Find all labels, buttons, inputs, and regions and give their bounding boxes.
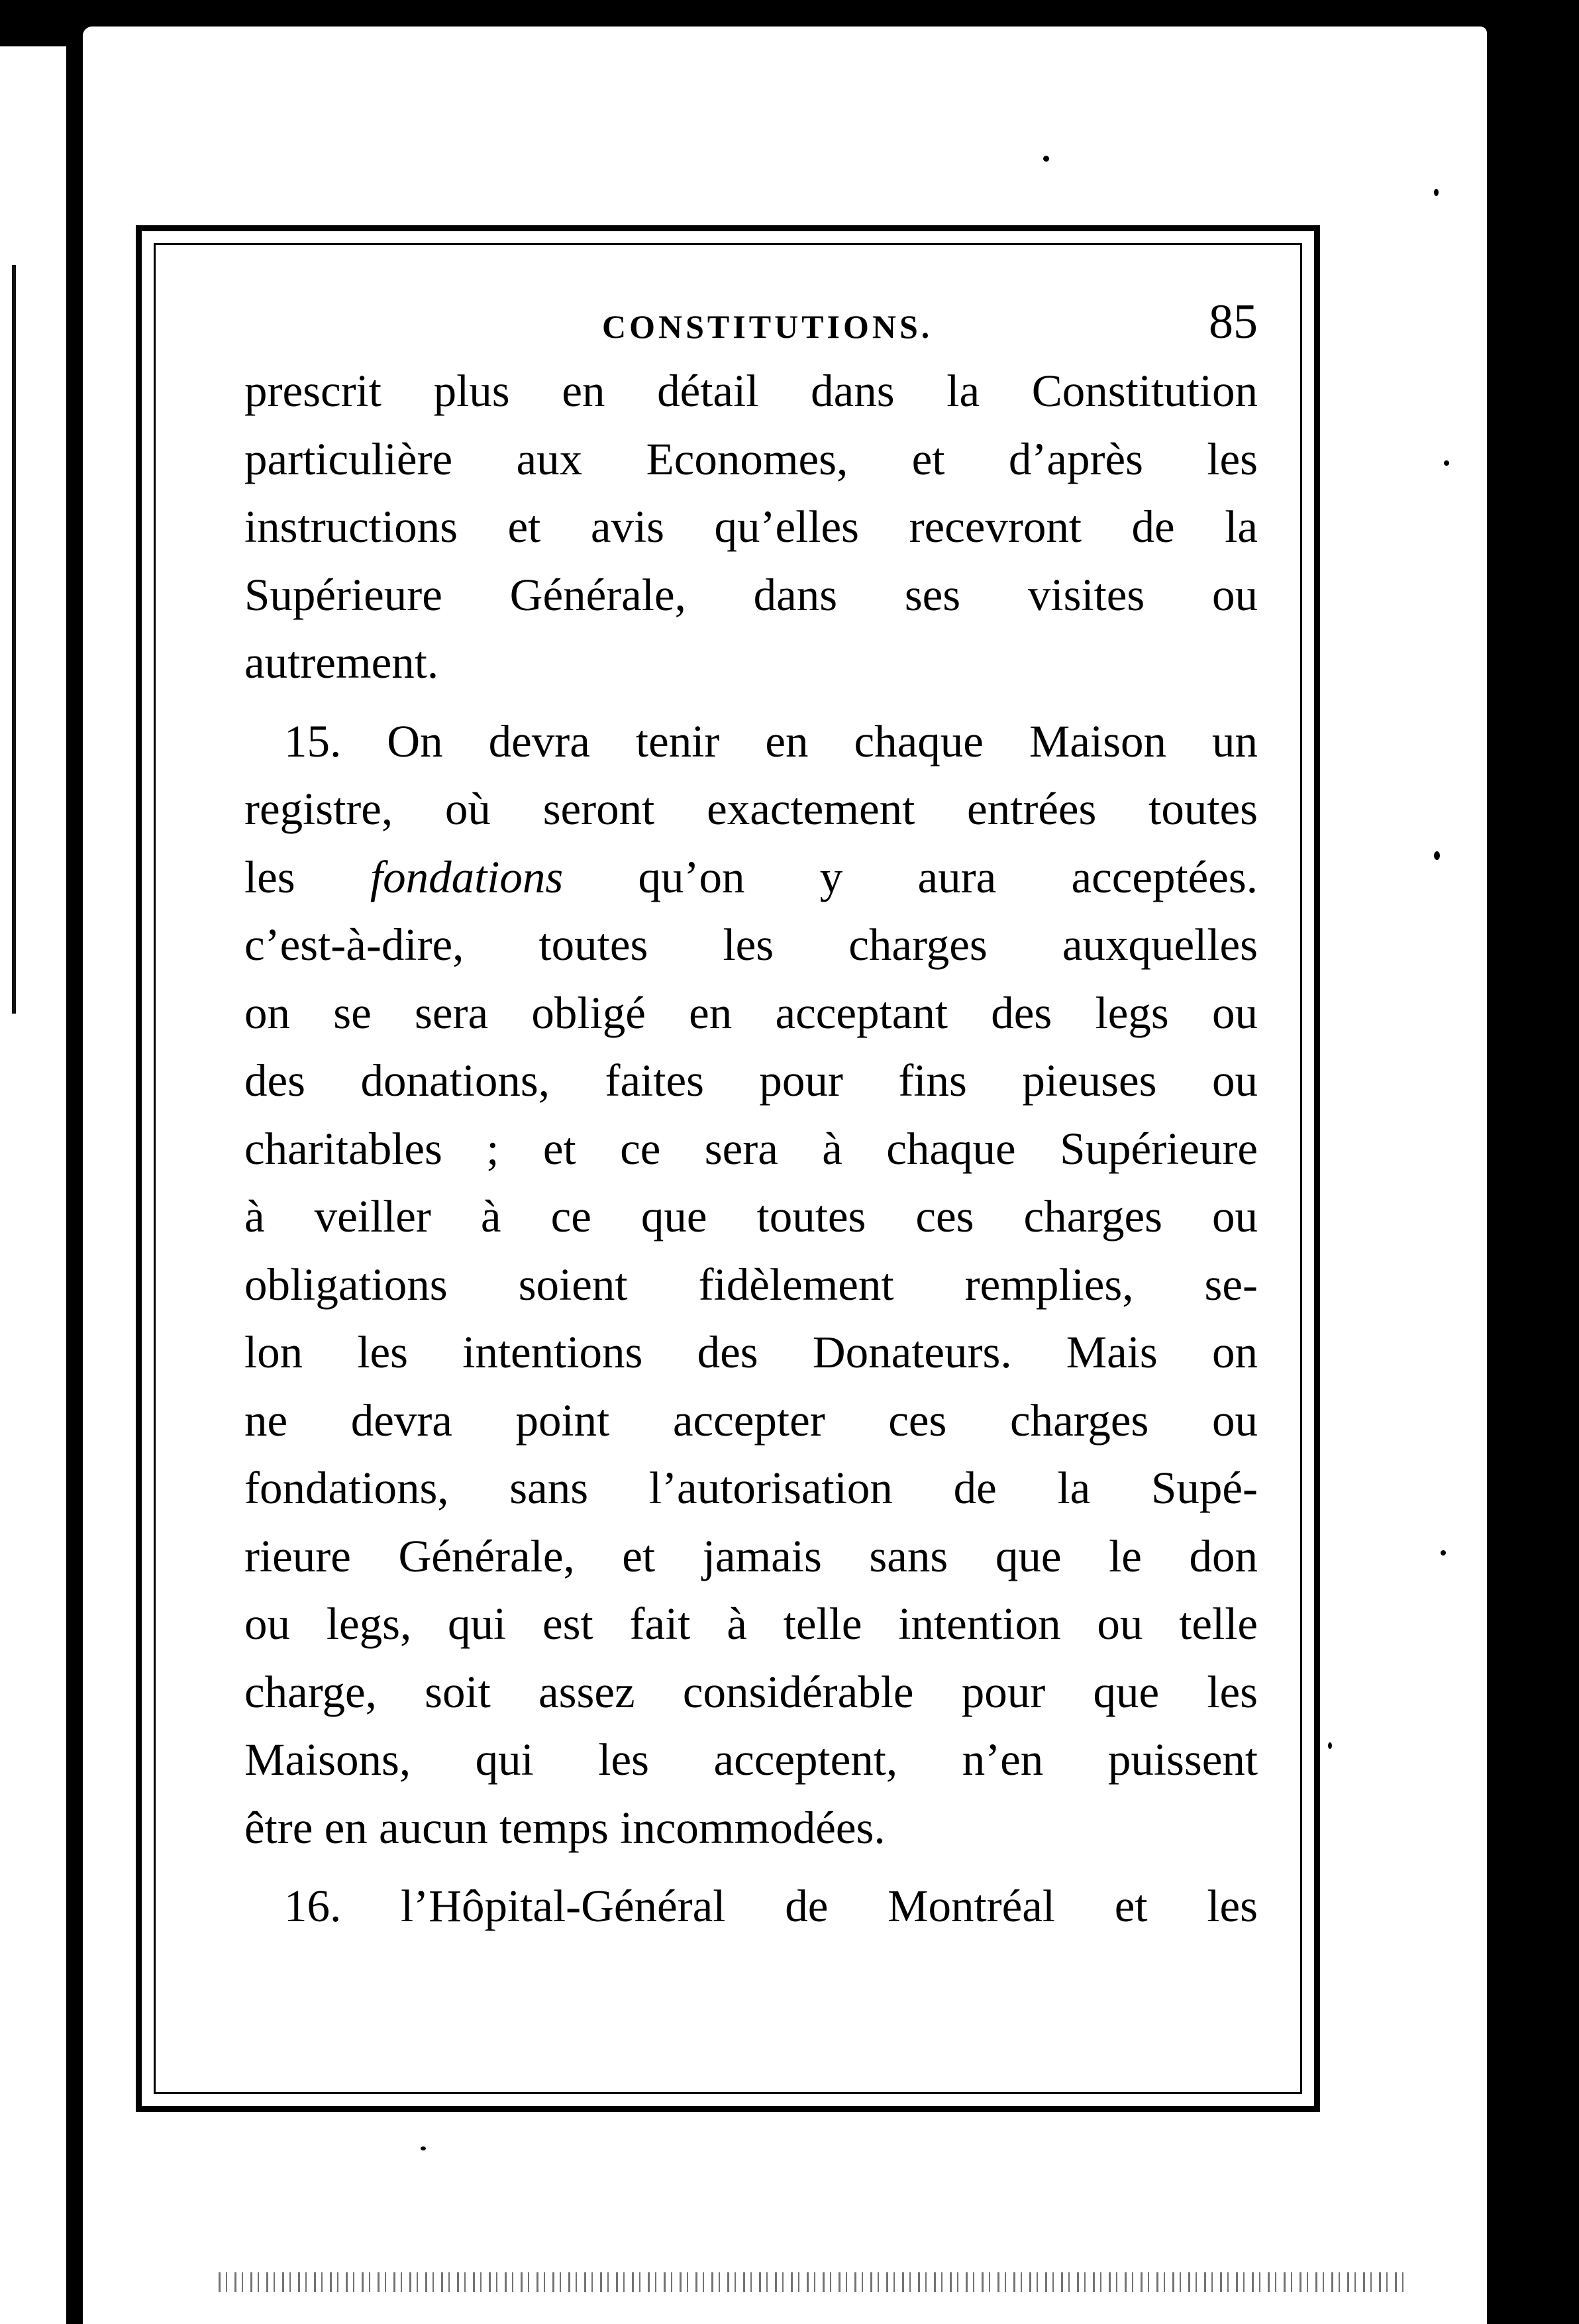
text-line: registre, où seront exactement entrées toutes (244, 784, 1258, 834)
text-line: fondations, sans l’autorisation de la Supé- (244, 1463, 1258, 1513)
text-line: prescrit plus en détail dans la Constitution (244, 366, 1258, 416)
text-line: obligations soient fidèlement remplies, se- (244, 1259, 1258, 1310)
left-page-frame-fragment (0, 265, 16, 1014)
text-line: ne devra point accepter ces charges ou (244, 1395, 1258, 1446)
paragraph-continuation (244, 357, 1258, 697)
text-line-with-italic (244, 843, 1258, 912)
text-line: Maisons, qui les acceptent, n’en puissent (244, 1734, 1258, 1785)
text-line: des donations, faites pour fins pieuses ou (244, 1055, 1258, 1106)
article-15 (244, 708, 1258, 1862)
scan-speck (1444, 460, 1449, 466)
scan-speck (1328, 1742, 1332, 1749)
text-line: lon les intentions des Donateurs. Mais on (244, 1327, 1258, 1377)
running-head (244, 294, 1258, 357)
scan-noise (219, 2272, 1404, 2292)
scan-speck (1043, 156, 1049, 162)
text-line: c’est-à-dire, toutes les charges auxquelles (244, 920, 1258, 970)
book-page (83, 26, 1487, 2324)
text-line: charitables ; et ce sera à chaque Supérieure (244, 1123, 1258, 1174)
text-line: particulière aux Economes, et d’après les (244, 433, 1258, 484)
page-number: 85 (1209, 295, 1258, 349)
text-line: on se sera obligé en acceptant des legs ou (244, 987, 1258, 1038)
article-16-start (244, 1872, 1258, 1940)
scan-speck (1441, 1550, 1446, 1556)
left-page-edge (0, 46, 66, 2324)
text-line: ou legs, qui est fait à telle intention ou telle (244, 1599, 1258, 1649)
text-line: autrement. (244, 637, 439, 688)
text-line: à veiller à ce que toutes ces charges ou (244, 1191, 1258, 1241)
text-fragment: les (244, 851, 370, 902)
text-line: charge, soit assez considérable pour que les (244, 1666, 1258, 1717)
italic-term: fondations (370, 851, 564, 902)
page-text (244, 294, 1258, 1940)
page-border-frame (136, 225, 1320, 2112)
scan-speck (1434, 851, 1440, 860)
text-fragment: qu’on y aura acceptées. (563, 851, 1258, 902)
scan-speck (1434, 189, 1439, 196)
scan-speck (421, 2146, 426, 2150)
text-line: 15. On devra tenir en chaque Maison un (284, 715, 1258, 766)
text-line: instructions et avis qu’elles recevront de la (244, 502, 1258, 552)
text-line: Supérieure Générale, dans ses visites ou (244, 569, 1258, 620)
header-title: CONSTITUTIONS. (602, 308, 933, 345)
text-line: 16. l’Hôpital-Général de Montréal et les (284, 1881, 1258, 1931)
text-line: être en aucun temps incommodées. (244, 1802, 886, 1853)
text-line: rieure Générale, et jamais sans que le don (244, 1530, 1258, 1581)
